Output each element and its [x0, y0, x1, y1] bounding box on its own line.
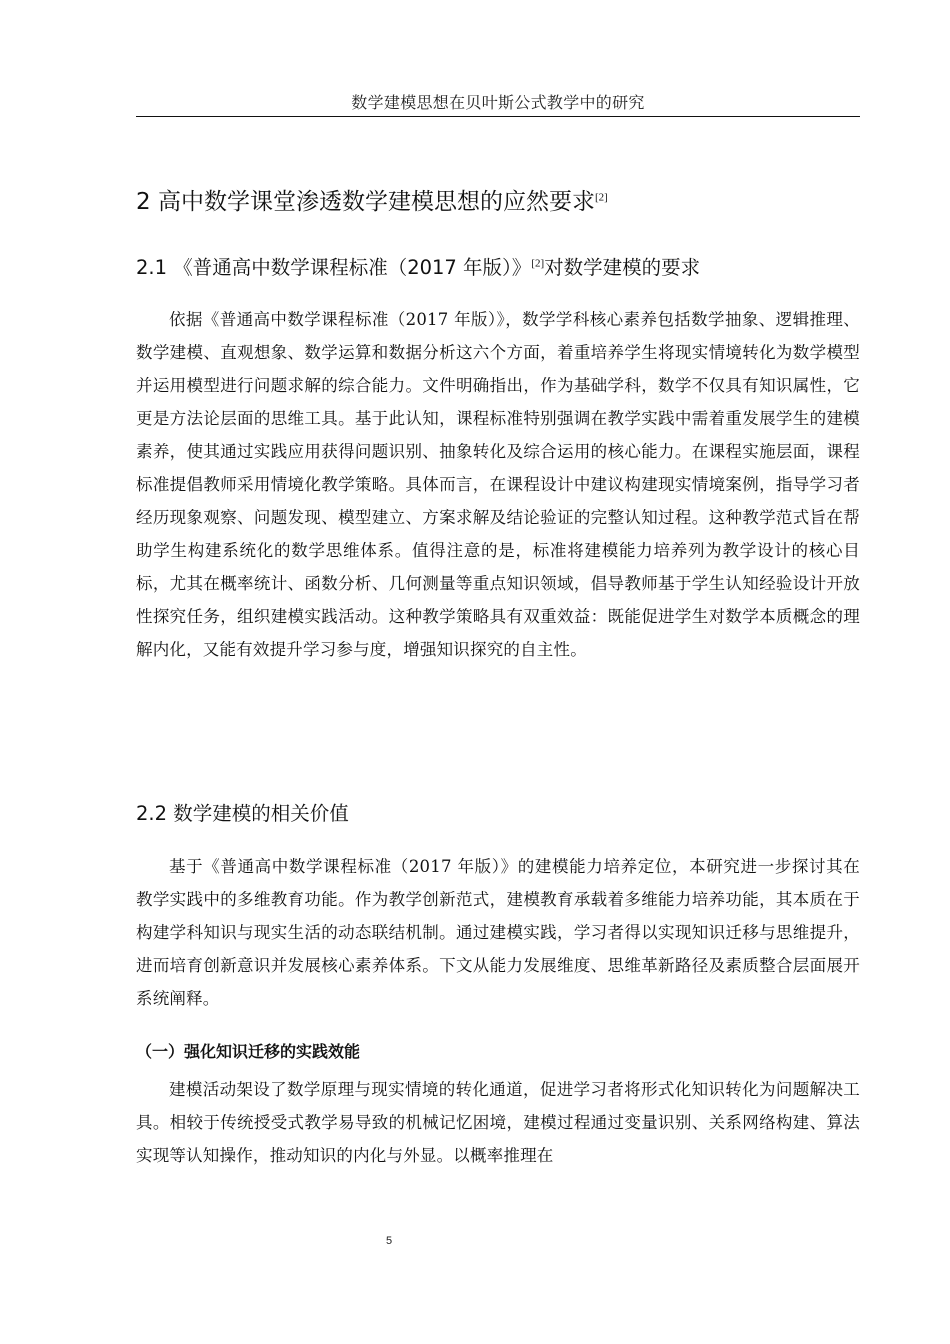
page-number: 5: [385, 1235, 393, 1247]
section-2-1-title-tail: 对数学建模的要求: [544, 256, 701, 279]
header-rule: [136, 116, 860, 117]
section-2-2-title: 2.2 数学建模的相关价值: [136, 802, 349, 825]
chapter-title-text: 2 高中数学课堂渗透数学建模思想的应然要求: [136, 189, 595, 215]
section-2-1-reference[interactable]: [2]: [531, 257, 545, 270]
subsection-1-paragraph: 建模活动架设了数学原理与现实情境的转化通道，促进学习者将形式化知识转化为问题解决工具。相较于传统授受式教学易导致的机械记忆困境，建模过程通过变量识别、关系网络构建、算法实现等认知操作，推动知识的内化与外显。以概率推理在: [136, 1080, 860, 1165]
running-header: 数学建模思想在贝叶斯公式教学中的研究: [351, 93, 645, 112]
section-2-2-paragraph: 基于《普通高中数学课程标准（2017 年版）》的建模能力培养定位，本研究进一步探讨其在教学实践中的多维教育功能。作为教学创新范式，建模教育承载着多维能力培养功能，其本质在于构建学科知识与现实生活的动态联结机制。通过建模实践，学习者得以实现知识迁移与思维提升，进而培育创新意识并发展核心素养体系。下文从能力发展维度、思维革新路径及素质整合层面展开系统阐释。: [136, 857, 860, 1008]
subsection-1-title: （一）强化知识迁移的实践效能: [136, 1042, 361, 1061]
section-2-1-title-text: 2.1 《普通高中数学课程标准（2017 年版）》: [136, 256, 532, 279]
section-2-1-title: [136, 254, 860, 282]
section-2-1-paragraph: 依据《普通高中数学课程标准（2017 年版）》，数学学科核心素养包括数学抽象、逻辑推理、数学建模、直观想象、数学运算和数据分析这六个方面，着重培养学生将现实情境转化为数学模型并运用模型进行问题求解的综合能力。文件明确指出，作为基础学科，数学不仅具有知识属性，它更是方法论层面的思维工具。基于此认知，课程标准特别强调在教学实践中需着重发展学生的建模素养，使其通过实践应用获得问题识别、抽象转化及综合运用的核心能力。在课程实施层面，课程标准提倡教师采用情境化教学策略。具体而言，在课程设计中建议构建现实情境案例，指导学习者经历现象观察、问题发现、模型建立、方案求解及结论验证的完整认知过程。这种教学范式旨在帮助学生构建系统化的数学思维体系。值得注意的是，标准将建模能力培养列为教学设计的核心目标，尤其在概率统计、函数分析、几何测量等重点知识领域，倡导教师基于学生认知经验设计开放性探究任务，组织建模实践活动。这种教学策略具有双重效益：既能促进学生对数学本质概念的理解内化，又能有效提升学习参与度，增强知识探究的自主性。: [136, 310, 860, 659]
chapter-title: [136, 186, 860, 218]
chapter-reference[interactable]: [2]: [594, 191, 608, 204]
